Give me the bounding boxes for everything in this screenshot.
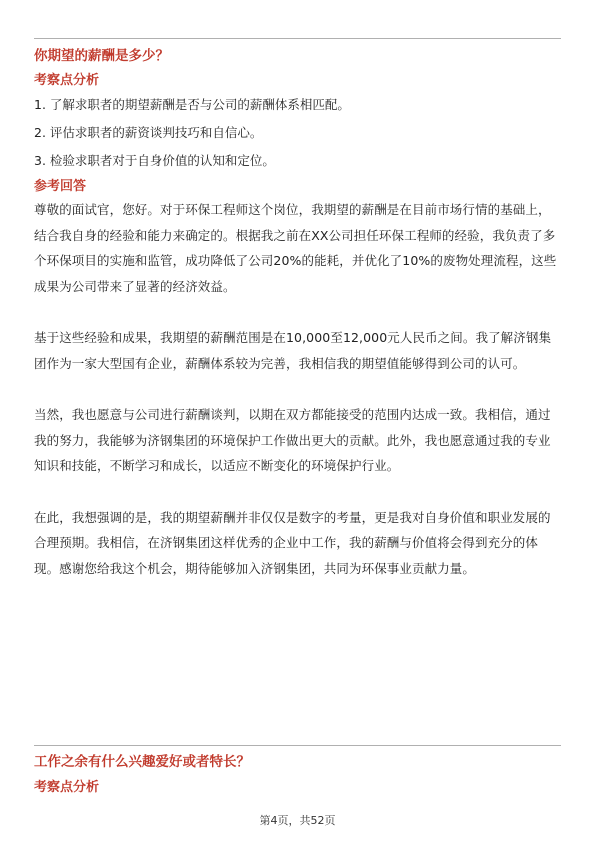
answer-paragraph: 尊敬的面试官，您好。对于环保工程师这个岗位，我期望的薪酬是在目前市场行情的基础上，结合我自身的经验和能力来确定的。根据我之前在XX公司担任环保工程师的经验，我负责了多个环保项目的实施和监管，成功降低了公司20%的能耗，并优化了10%的废物处理流程，这些成果为公司带来了显著的经济效益。 xyxy=(34,202,557,294)
analysis-point: 1. 了解求职者的期望薪酬是否与公司的薪酬体系相匹配。 xyxy=(34,97,350,112)
question-title: 工作之余有什么兴趣爱好或者特长？ xyxy=(34,754,250,770)
answer-heading: 参考回答 xyxy=(34,179,87,194)
analysis-heading: 考察点分析 xyxy=(34,780,100,795)
question-1-section xyxy=(34,46,561,581)
analysis-point: 3. 检验求职者对于自身价值的认知和定位。 xyxy=(34,153,275,168)
analysis-point: 2. 评估求职者的薪资谈判技巧和自信心。 xyxy=(34,125,263,140)
answer-paragraph: 在此，我想强调的是，我的期望薪酬并非仅仅是数字的考量，更是我对自身价值和职业发展的合理预期。我相信，在济钢集团这样优秀的企业中工作，我的薪酬与价值将会得到充分的体现。感谢您给我这个机会，期待能够加入济钢集团，共同为环保事业贡献力量。 xyxy=(34,509,551,576)
answer-paragraph: 当然，我也愿意与公司进行薪酬谈判，以期在双方都能接受的范围内达成一致。我相信，通过我的努力，我能够为济钢集团的环境保护工作做出更大的贡献。此外，我也愿意通过我的专业知识和技能，不断学习和成长，以适应不断变化的环境保护行业。 xyxy=(34,407,551,473)
top-divider xyxy=(34,38,561,39)
question-2-section xyxy=(34,752,561,798)
answer-paragraph: 基于这些经验和成果，我期望的薪酬范围是在10,000至12,000元人民币之间。我了解济钢集团作为一家大型国有企业，薪酬体系较为完善，我相信我的期望值能够得到公司的认可。 xyxy=(34,330,552,371)
analysis-points xyxy=(34,91,561,175)
question-title: 你期望的薪酬是多少？ xyxy=(34,48,169,64)
analysis-heading: 考察点分析 xyxy=(34,73,100,88)
page-number: 第4页，共52页 xyxy=(259,814,336,827)
section-divider xyxy=(34,745,561,746)
